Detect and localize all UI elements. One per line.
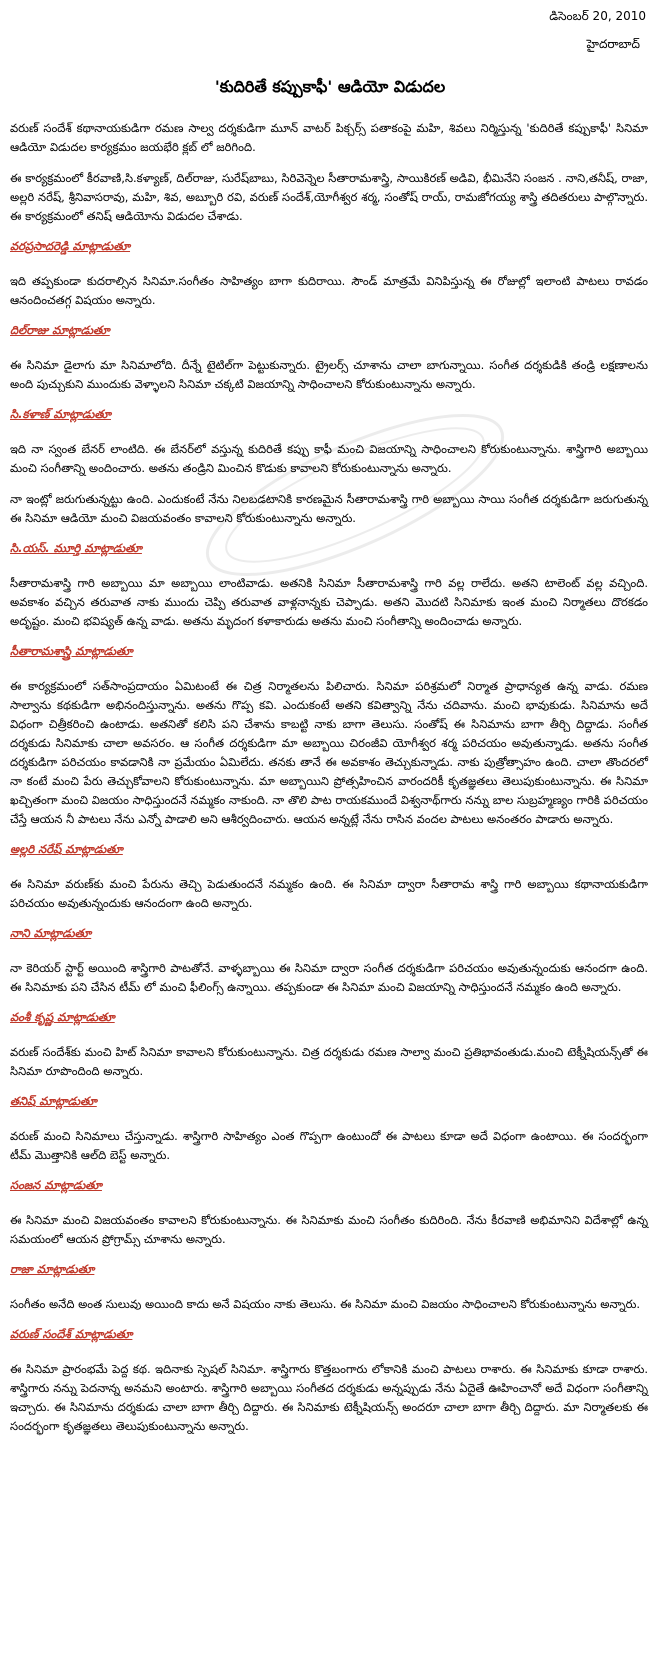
speaker-paragraph: నా ఇంట్లో జరుగుతున్నట్టు ఉంది. ఎందుకంటే నేను నిలబడటానికి కారణమైన సీతారామశాస్త్రి గారి అబ్బాయి సాయి సంగీత దర్శకుడిగా జరుగుతున్న ఈ సినిమా ఆడియో మంచి విజయవంతం కావాలని కోరుకుంటున్నాను అన్నారు. [10, 492, 648, 525]
speaker-heading: రాజా మాట్లాడుతూ [10, 1262, 95, 1276]
intro-paragraph: ఈ కార్యక్రమంలో కీరవాణి,సి.కళ్యాణ్, దిల్‌రాజు, సురేష్‌బాబు, సిరివెన్నెల సీతారామశాస్త్రి, సాయికిరణ్ అడివి, భీమినేని సంజన . నాని,తనీష్, రాజా, అల్లరి నరేష్, శ్రీనివాసరావు, మహి, శివ, అబ్బూరి రవి, వరుణ్ సందేశ్,యోగీశ్వర శర్మ, సంతోష్ రాయ్, రామజోగయ్య శాస్త్రి తదితరులు పాల్గొన్నారు. ఈ కార్యక్రమంలో తనిష్ ఆడియోను విడుదల చేశాడు. [10, 171, 648, 223]
speaker-section [10, 841, 648, 913]
speaker-section [10, 406, 648, 528]
speaker-paragraph: ఈ సినిమా వరుణ్‌కు మంచి పేరును తెచ్చి పెడుతుందనే నమ్మకం ఉంది. ఈ సినిమా ద్వారా సీతారామ శాస్త్రి గారి అబ్బాయి కథానాయకుడిగా పరిచయం అవుతున్నందుకు ఆనందంగా ఉంది అన్నారు. [10, 877, 648, 910]
speaker-paragraph: సంగీతం అనేది అంత సులువు అయింది కాదు అనే విషయం నాకు తెలుసు. ఈ సినిమా మంచి విజయం సాధించాలని కోరుకుంటున్నాను అన్నారు. [10, 1297, 641, 1311]
speaker-heading: సంజన మాట్లాడుతూ [10, 1178, 102, 1192]
speaker-section [10, 925, 648, 997]
speaker-heading: సీతారామశాస్త్రి మాట్లాడుతూ [10, 644, 133, 658]
speaker-heading: వరుణ్ సందేశ్ మాట్లాడుతూ [10, 1327, 133, 1341]
intro-paragraph: వరుణ్ సందేశ్ కథానాయకుడిగా రమణ సాల్వ దర్శకుడిగా మూన్ వాటర్ పిక్చర్స్ పతాకంపై మహి, శివలు నిర్మిస్తున్న 'కుదిరితే కప్పుకాఫీ' సినిమా ఆడియో విడుదల కార్యక్రమం జయభేరి క్లబ్ లో జరిగింది. [10, 121, 648, 154]
speaker-section [10, 238, 648, 310]
speaker-heading: దిల్‌రాజు మాట్లాడుతూ [10, 323, 110, 337]
speaker-heading: అల్లరి నరేష్ మాట్లాడుతూ [10, 842, 123, 856]
speaker-heading: వంశీ కృష్ణ మాట్లాడుతూ [10, 1010, 115, 1024]
speaker-paragraph: సీతారామశాస్త్రి గారి అబ్బాయి మా అబ్బాయి లాంటివాడు. అతనికి సినిమా సీతారామశాస్త్రి గారి వల్ల రాలేదు. అతని టాలెంట్ వల్ల వచ్చింది. అవకాశం వచ్చిన తరువాత నాకు ముందు చెప్పి తరువాత వాళ్లనాన్నకు చెప్పాడు. అతని మొదటి సినిమాకు ఇంత మంచి నిర్మాతలు దొరకడం అదృష్టం. మంచి భవిష్యత్ ఉన్న వాడు. అతను మృదంగ కళాకారుడు అతను మంచి సంగీతాన్ని అందించాడు అన్నారు. [10, 576, 648, 628]
speaker-heading: తనిష్ మాట్లాడుతూ [10, 1094, 97, 1108]
speaker-paragraph: ఈ సినిమా ప్రారంభమే పెద్ద కథ. ఇదినాకు స్పెషల్ సినిమా. శాస్త్రిగారు కొత్తబంగారు లోకానికి మంచి పాటలు రాశారు. ఈ సినిమాకు కూడా రాశారు. శాస్త్రిగారు నన్ను పెదనాన్న అనమని అంటారు. శాస్త్రిగారి అబ్బాయి సంగీతద దర్శకుడు అన్నప్పుడు నేను ఏదైతే ఊహించానో అదే విధంగా సంగీతాన్ని ఇచ్చారు. ఈ సినిమాను దర్శకుడు చాలా బాగా తీర్చి దిద్దారు. ఈ సినిమాకు టెక్నీషియన్స్ అందరూ చాలా బాగా తీర్చి దిద్దారు. మా నిర్మాతలకు ఈ సందర్భంగా కృతజ్ఞతలు తెలుపుకుంటున్నాను అన్నారు. [10, 1362, 648, 1433]
speaker-section [10, 1177, 648, 1249]
speaker-paragraph: నా కెరియర్ స్టార్ట్ అయింది శాస్త్రిగారి పాటతోనే. వాళ్ళబ్బాయి ఈ సినిమా ద్వారా సంగీత దర్శకుడిగా పరిచయం అవుతున్నందుకు ఆనందగా ఉంది. ఈ సినిమాకు పని చేసిన టీమ్ లో మంచి ఫీలింగ్స్ ఉన్నాయి. తప్పకుండా ఈ సినిమా మంచి విజయాన్ని సాధిస్తుందనే నమ్మకం ఉంది అన్నారు. [10, 961, 648, 994]
article-title: 'కుదిరితే కప్పుకాఫీ' ఆడియో విడుదల [214, 77, 446, 96]
speaker-heading: నాని మాట్లాడుతూ [10, 926, 92, 940]
article-body [10, 119, 648, 1448]
speaker-section [10, 1261, 648, 1314]
speaker-paragraph: ఈ సినిమా మంచి విజయవంతం కావాలని కోరుకుంటున్నాను. ఈ సినిమాకు మంచి సంగీతం కుదిరింది. నేను కీరవాణి అభిమానిని విదేశాల్లో ఉన్న సమయంలో ఆయన ప్రోగ్రామ్స్ చూశాను అన్నారు. [10, 1213, 648, 1246]
article-date: డిసెంబర్ 20, 2010 [549, 9, 646, 23]
speaker-paragraph: ఈ సినిమా డైలాగు మా సినిమాలోది. దీన్నే టైటిల్‌గా పెట్టుకున్నారు. ట్రైలర్స్ చూశాను చాలా బాగున్నాయి. సంగీత దర్శకుడికి తండ్రి లక్షణాలను అంది పుచ్చుకుని ముందుకు వెళ్ళాలని సినిమా చక్కటి విజయాన్ని సాధించాలని కోరుకుంటున్నాను అన్నారు. [10, 358, 648, 391]
speaker-section [10, 540, 648, 631]
speaker-heading: సి.యస్. మూర్తి మాట్లాడుతూ [10, 541, 142, 555]
speaker-section [10, 643, 648, 829]
speaker-section [10, 322, 648, 394]
speaker-section [10, 1093, 648, 1165]
speaker-paragraph: ఇది నా స్వంత బేనర్ లాంటిది. ఈ బేనర్‌లో వస్తున్న కుదిరితే కప్పు కాఫీ మంచి విజయాన్ని సాధించాలని కోరుకుంటున్నాను. శాస్త్రిగారి అబ్బాయి మంచి సంగీతాన్ని అందించారు. అతను తండ్రిని మించిన కొడుకు కావాలని కోరుకుంటున్నాను అన్నారు. [10, 442, 648, 475]
speaker-paragraph: ఇది తప్పకుండా కుదరాల్సిన సినిమా.సంగీతం సాహిత్యం బాగా కుదిరాయి. సౌండ్ మాత్రమే వినిపిస్తున్న ఈ రోజుల్లో ఇలాంటి పాటలు రావడం ఆనందించతగ్గ విషయం అన్నారు. [10, 274, 648, 307]
speaker-section [10, 1326, 648, 1436]
article-place: హైదరాబాద్ [586, 37, 640, 51]
speaker-heading: వరప్రసాదరెడ్డి మాట్లాడుతూ [10, 239, 131, 253]
speaker-heading: సి.కళాణ్ మాట్లాడుతూ [10, 407, 111, 421]
speaker-paragraph: వరుణ్ సందేశ్‌కు మంచి హిట్ సినిమా కావాలని కోరుకుంటున్నాను. చిత్ర దర్శకుడు రమణ సాల్వా మంచి ప్రతిభావంతుడు.మంచి టెక్నీషియన్స్‌తో ఈ సినిమా రూపొందింది అన్నారు. [10, 1045, 648, 1078]
speaker-paragraph: ఈ కార్యక్రమంలో సత్‌సాంప్రదాయం ఏమిటంటే ఈ చిత్ర నిర్మాతలను పిలిచారు. సినిమా పరిశ్రమలో నిర్మాత ప్రాధాన్యత ఉన్న వాడు. రమణ సాల్వాను కథకుడిగా అభినందిస్తున్నాను. అతను గొప్ప కవి. ఎందుకంటే అతని కవిత్వాన్ని నేను చదివాను. మంచి భావుకుడు. సినిమాను అదే విధంగా చిత్రీకరించి ఉంటాడు. అతనితో కలిసి పని చేశాను కాబట్టి నాకు బాగా తెలుసు. సంతోష్ ఈ సినిమాను బాగా తీర్చి దిద్దాడు. సంగీత దర్శకుడు సినిమాకు చాలా అవసరం. ఆ సంగీత దర్శకుడిగా మా అబ్బాయి చిరంజీవి యోగీశ్వర శర్మ పరిచయం అవుతున్నాడు. అతను సంగీత దర్శకుడిగా పరిచయం కావడానికి నా ప్రమేయం ఏమిలేదు. తనకు తానే ఈ అవకాశం తెచ్చుకున్నాడు. నాకు పుత్రోత్సాహం ఉంది. చాలా తొందరలో నా కంటే మంచి పేరు తెచ్చుకోవాలని కోరుకుంటున్నాను. మా అబ్బాయిని ప్రోత్సహించిన వారందరికీ కృతజ్ఞతలు తెలుపుకుంటున్నాను. ఈ సినిమా ఖచ్చితంగా మంచి విజయం సాధిస్తుందనే నమ్మకం నాకుంది. నా తొలి పాట రాయకముందే విశ్వనాథ్‌గారు నన్ను బాల సుబ్రహ్మణ్యం గారికి పరిచయం చేస్తే ఆయన నీ పాటలు నేను ఎన్నో పాడాలి అని ఆశీర్వదించారు. ఆయన అన్నట్లే నేను రాసిన వందల పాటలు అనంతరం పాడారు అన్నారు. [10, 679, 648, 826]
speaker-section [10, 1009, 648, 1081]
speaker-paragraph: వరుణ్ మంచి సినిమాలు చేస్తున్నాడు. శాస్త్రిగారి సాహిత్యం ఎంత గొప్పగా ఉంటుందో ఈ పాటలు కూడా అదే విధంగా ఉంటాయి. ఈ సందర్భంగా టీమ్ మొత్తానికి ఆల్‌ది బెస్ట్ అన్నారు. [10, 1129, 648, 1162]
